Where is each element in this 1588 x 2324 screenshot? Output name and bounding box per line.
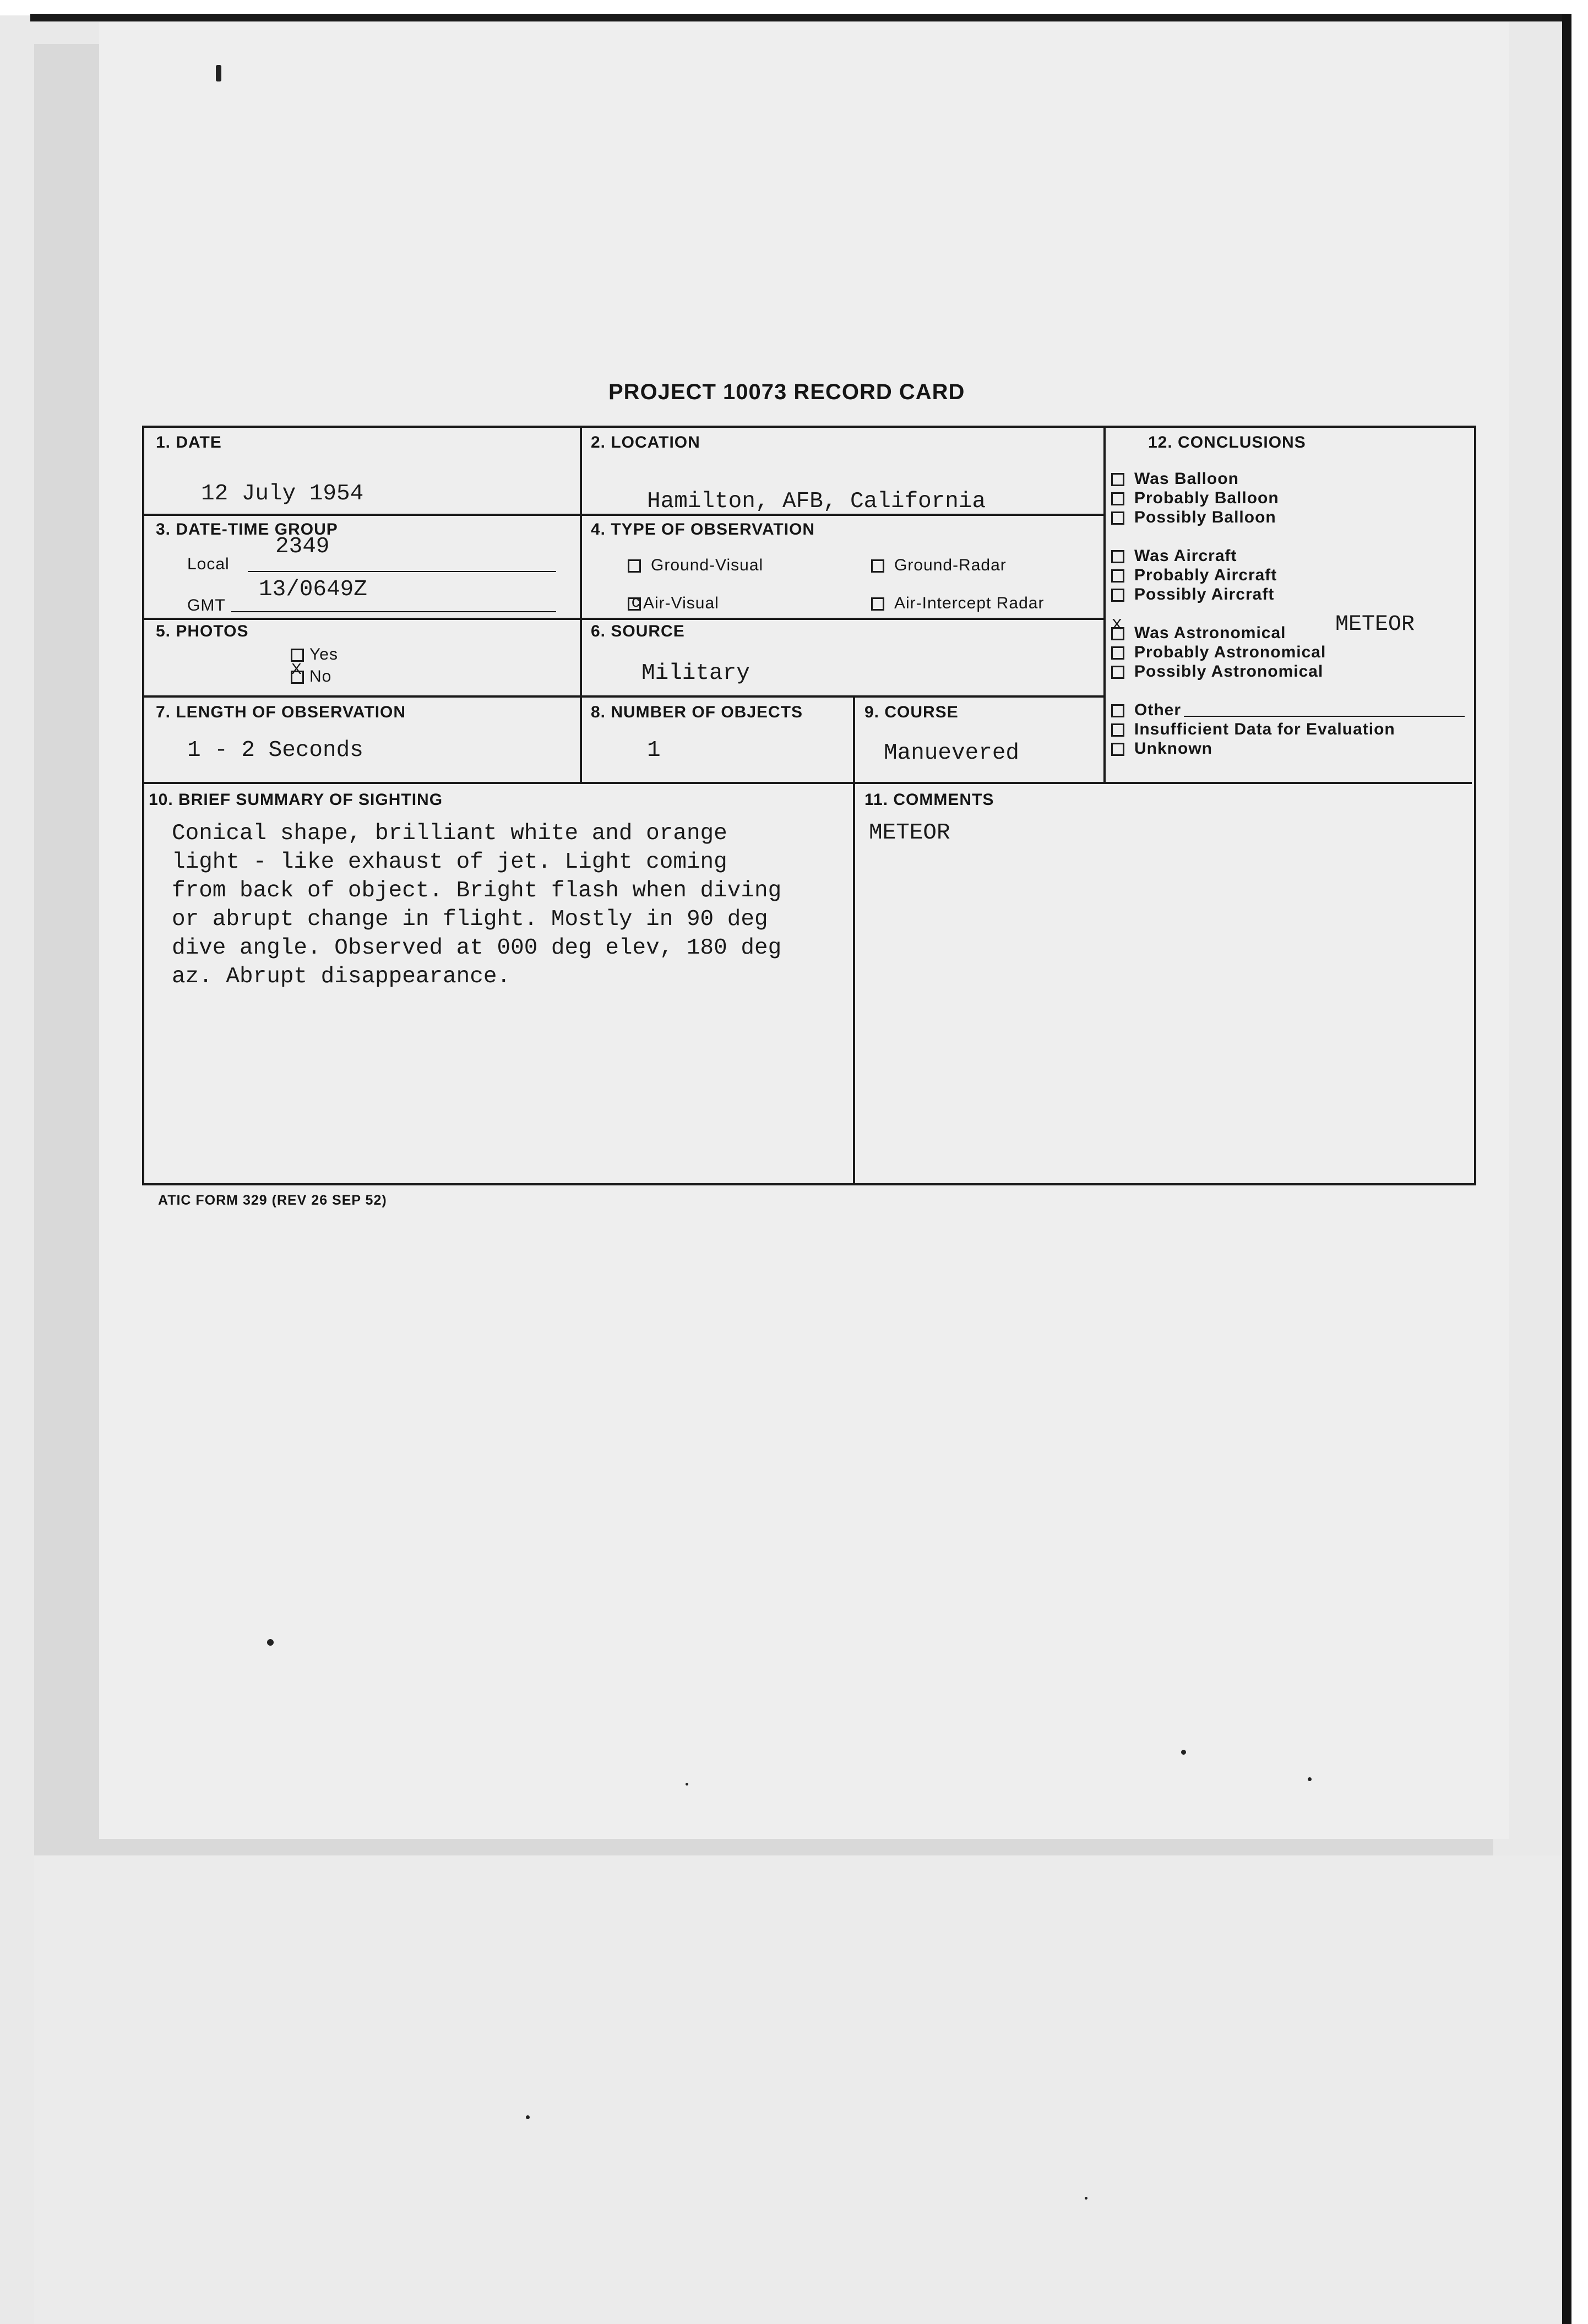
film-frame-top [0, 0, 1588, 15]
possibly-balloon-option[interactable]: Possibly Balloon [1111, 508, 1276, 527]
probably-balloon-option[interactable]: Probably Balloon [1111, 489, 1279, 508]
divider [144, 782, 1472, 784]
probably-aircraft-option[interactable]: Probably Aircraft [1111, 566, 1277, 585]
air-intercept-radar-option[interactable]: Air-Intercept Radar [871, 594, 1044, 613]
checkbox[interactable] [1111, 723, 1124, 737]
local-underline [248, 571, 556, 572]
checkbox[interactable] [628, 559, 641, 573]
checkbox[interactable] [1111, 511, 1124, 525]
comments-value: METEOR [869, 820, 950, 846]
comments-label: 11. COMMENTS [864, 791, 994, 809]
was-balloon-option[interactable]: Was Balloon [1111, 470, 1239, 488]
speck [1181, 1750, 1186, 1755]
date-value: 12 July 1954 [201, 481, 364, 507]
card-title: PROJECT 10073 RECORD CARD [608, 380, 965, 404]
summary-line: light - like exhaust of jet. Light coming [172, 850, 727, 875]
insufficient-data-option[interactable]: Insufficient Data for Evaluation [1111, 720, 1395, 739]
checkbox[interactable] [1111, 743, 1124, 756]
gmt-underline [231, 611, 556, 612]
speck [267, 1639, 274, 1646]
divider [853, 695, 855, 783]
unknown-option[interactable]: Unknown [1111, 739, 1212, 758]
checkbox[interactable] [871, 559, 884, 573]
length-value: 1 - 2 Seconds [187, 738, 363, 763]
lower-paper [34, 1855, 1565, 2324]
source-value: Military [641, 661, 750, 686]
summary-line: az. Abrupt disappearance. [172, 964, 511, 989]
photos-yes-option[interactable]: Yes [291, 645, 338, 664]
number-objects-label: 8. NUMBER OF OBJECTS [591, 703, 803, 721]
divider [580, 428, 582, 782]
checkbox-checked[interactable]: c [628, 597, 641, 611]
checkbox[interactable] [1111, 550, 1124, 563]
divider [1103, 428, 1106, 782]
gmt-value: 13/0649Z [259, 577, 367, 602]
location-value: Hamilton, AFB, California [647, 489, 986, 514]
air-visual-option[interactable]: c Air-Visual [628, 594, 719, 613]
location-label: 2. LOCATION [591, 433, 700, 451]
checkbox[interactable] [1111, 666, 1124, 679]
ground-radar-option[interactable]: Ground-Radar [871, 556, 1007, 575]
was-aircraft-option[interactable]: Was Aircraft [1111, 547, 1237, 565]
film-frame-right [1571, 0, 1588, 2324]
checkbox-checked[interactable]: X [1111, 627, 1124, 640]
datetime-group-label: 3. DATE-TIME GROUP [156, 520, 338, 538]
speck [1085, 2197, 1087, 2200]
speck [216, 65, 221, 81]
summary-line: Conical shape, brilliant white and orange [172, 821, 727, 846]
gmt-label: GMT [187, 596, 226, 614]
type-observation-label: 4. TYPE OF OBSERVATION [591, 520, 815, 538]
checkbox[interactable] [1111, 569, 1124, 583]
number-objects-value: 1 [647, 738, 661, 763]
summary-label: 10. BRIEF SUMMARY OF SIGHTING [149, 791, 443, 809]
possibly-aircraft-option[interactable]: Possibly Aircraft [1111, 585, 1274, 604]
divider [144, 695, 1103, 698]
length-label: 7. LENGTH OF OBSERVATION [156, 703, 406, 721]
checkbox[interactable] [871, 597, 884, 611]
speck [526, 2115, 530, 2119]
was-astronomical-option[interactable]: X Was Astronomical [1112, 616, 1286, 642]
photos-no-option[interactable]: X No [291, 660, 332, 685]
film-edge-right [1562, 14, 1572, 2324]
date-label: 1. DATE [156, 433, 222, 451]
checkbox[interactable] [1111, 646, 1124, 660]
summary-line: or abrupt change in flight. Mostly in 90 deg [172, 907, 768, 932]
ground-visual-option[interactable]: Ground-Visual [628, 556, 763, 575]
course-value: Manuevered [884, 741, 1020, 766]
other-option[interactable]: Other [1111, 701, 1181, 720]
source-label: 6. SOURCE [591, 622, 685, 640]
speck [1308, 1777, 1312, 1781]
checkbox-checked[interactable]: X [291, 671, 304, 684]
course-label: 9. COURSE [864, 703, 959, 721]
summary-text [172, 819, 860, 991]
probably-astronomical-option[interactable]: Probably Astronomical [1111, 643, 1326, 662]
summary-line: dive angle. Observed at 000 deg elev, 180 deg [172, 935, 782, 961]
checkbox[interactable] [1111, 492, 1124, 505]
conclusion-handwritten-note: METEOR [1335, 612, 1415, 637]
form-number: ATIC FORM 329 (REV 26 SEP 52) [158, 1193, 387, 1208]
conclusions-label: 12. CONCLUSIONS [1148, 433, 1306, 451]
divider [144, 618, 1103, 620]
possibly-astronomical-option[interactable]: Possibly Astronomical [1111, 662, 1323, 681]
summary-line: from back of object. Bright flash when diving [172, 878, 782, 904]
checkbox[interactable] [1111, 473, 1124, 486]
local-label: Local [187, 555, 230, 573]
checkbox[interactable] [1111, 704, 1124, 717]
checkbox[interactable] [1111, 589, 1124, 602]
film-edge-top [30, 14, 1572, 21]
local-value: 2349 [275, 534, 330, 559]
photos-label: 5. PHOTOS [156, 622, 249, 640]
speck [686, 1783, 688, 1786]
other-underline [1184, 716, 1465, 717]
